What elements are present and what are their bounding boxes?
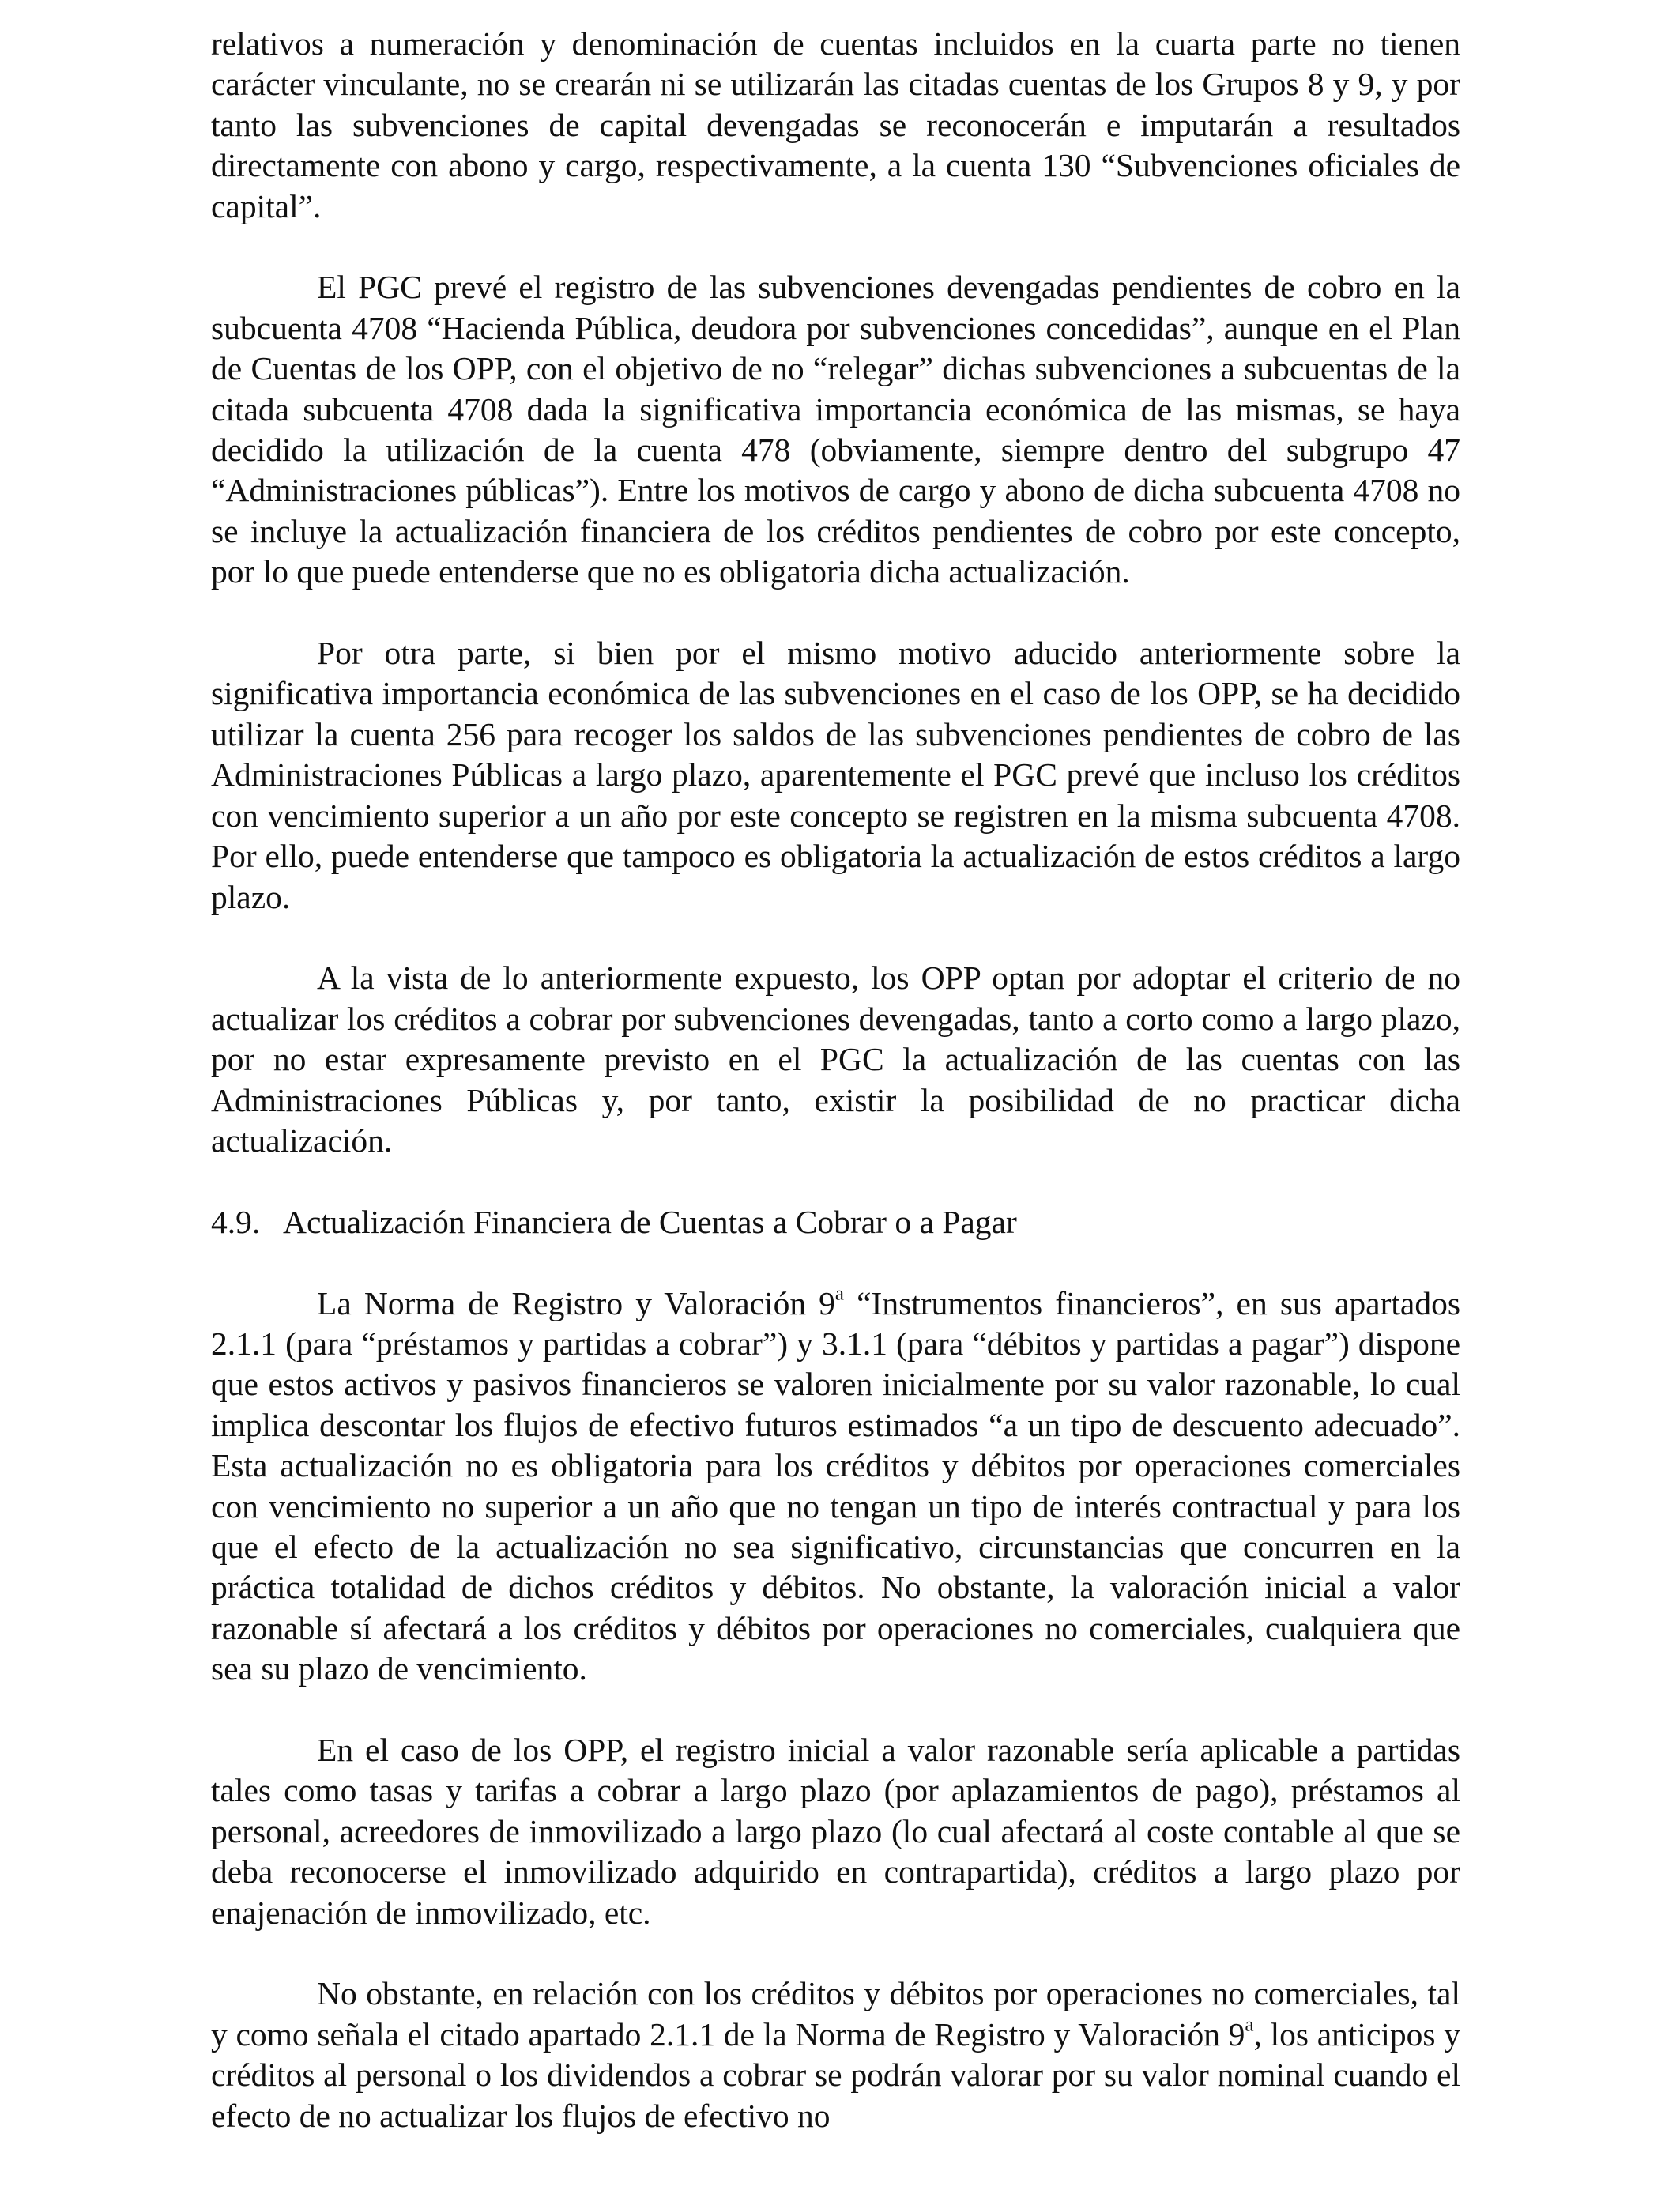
section-heading bbox=[211, 1202, 1460, 1242]
paragraph-subvenciones-4708: El PGC prevé el registro de las subvenciones devengadas pendientes de cobro en la subcuenta 4708 “Hacienda Pública, deudora por subvenciones concedidas”, aunque en el Plan de Cuentas de los OPP, con el objetivo de no “relegar” dichas subvenciones a subcuentas de la citada subcuenta 4708 dada la significativa importancia económica de las mismas, se haya decidido la utilización de la cuenta 478 (obviamente, siempre dentro del subgrupo 47 “Administraciones públicas”). Entre los motivos de cargo y abono de dicha subcuenta 4708 no se incluye la actualización financiera de los créditos pendientes de cobro por este concepto, por lo que puede entenderse que no es obligatoria dicha actualización. bbox=[211, 269, 1460, 590]
superscript-ordinal: a bbox=[1245, 2014, 1254, 2036]
paragraph-norma-9-text-a: La Norma de Registro y Valoración 9 bbox=[317, 1284, 835, 1321]
superscript-ordinal: a bbox=[834, 1282, 844, 1304]
document-page bbox=[211, 24, 1460, 2177]
paragraph-no-obstante-text-a: No obstante, en relación con los créditos y débitos por operaciones no comerciales, tal y como señala el citado apartado 2.1.1 de la Norma de Registro y Valoración 9 bbox=[211, 1975, 1460, 2053]
paragraph-continued: relativos a numeración y denominación de cuentas incluidos en la cuarta parte no tienen carácter vinculante, no se crearán ni se utilizarán las citadas cuentas de los Grupos 8 y 9, y por tanto las subvenciones de capital devengadas se reconocerán e imputarán a resultados directamente con abono y cargo, respectivamente, a la cuenta 130 “Subvenciones oficiales de capital”. bbox=[211, 25, 1460, 224]
paragraph-caso-opp: En el caso de los OPP, el registro inicial a valor razonable sería aplicable a partidas tales como tasas y tarifas a cobrar a largo plazo (por aplazamientos de pago), préstamos al personal, acreedores de inmovilizado a largo plazo (lo cual afectará al coste contable al que se deba reconocerse el inmovilizado adquirido en contrapartida), créditos a largo plazo por enajenación de inmovilizado, etc. bbox=[211, 1731, 1460, 1931]
paragraph-criterio-opp: A la vista de lo anteriormente expuesto, los OPP optan por adoptar el criterio de no actualizar los créditos a cobrar por subvenciones devengadas, tanto a corto como a largo plazo, por no estar expresamente previsto en el PGC la actualización de las cuentas con las Administraciones Públicas y, por tanto, existir la posibilidad de no practicar dicha actualización. bbox=[211, 959, 1460, 1159]
paragraph-norma-9 bbox=[211, 1284, 1460, 1690]
paragraph-norma-9-text-b: “Instrumentos financieros”, en sus apartados 2.1.1 (para “préstamos y partidas a cobrar”) y 3.1.1 (para “débitos y partidas a pagar”) dispone que estos activos y pasivos financieros se valoren inicialmente por su valor razonable, lo cual implica descontar los flujos de efectivo futuros estimados “a un tipo de descuento adecuado”. Esta actualización no es obligatoria para los créditos y débitos por operaciones comerciales con vencimiento no superior a un año que no tengan un tipo de interés contractual y para los que el efecto de la actualización no sea significativo, circunstancias que concurren en la práctica totalidad de dichos créditos y débitos. No obstante, la valoración inicial a valor razonable sí afectará a los créditos y débitos por operaciones no comerciales, cualquiera que sea su plazo de vencimiento. bbox=[211, 1284, 1460, 1687]
paragraph-cuenta-256: Por otra parte, si bien por el mismo motivo aducido anteriormente sobre la significativa importancia económica de las subvenciones en el caso de los OPP, se ha decidido utilizar la cuenta 256 para recoger los saldos de las subvenciones pendientes de cobro de las Administraciones Públicas a largo plazo, aparentemente el PGC prevé que incluso los créditos con vencimiento superior a un año por este concepto se registren en la misma subcuenta 4708. Por ello, puede entenderse que tampoco es obligatoria la actualización de estos créditos a largo plazo. bbox=[211, 635, 1460, 915]
paragraph-no-obstante-text-b: , los anticipos y créditos al personal o los dividendos a cobrar se podrán valorar por su valor nominal cuando el efecto de no actualizar los flujos de efectivo no bbox=[211, 2015, 1461, 2134]
section-number: 4.9. bbox=[211, 1203, 261, 1240]
section-title: Actualización Financiera de Cuentas a Cobrar o a Pagar bbox=[283, 1203, 1017, 1240]
paragraph-no-obstante bbox=[211, 1973, 1460, 2136]
